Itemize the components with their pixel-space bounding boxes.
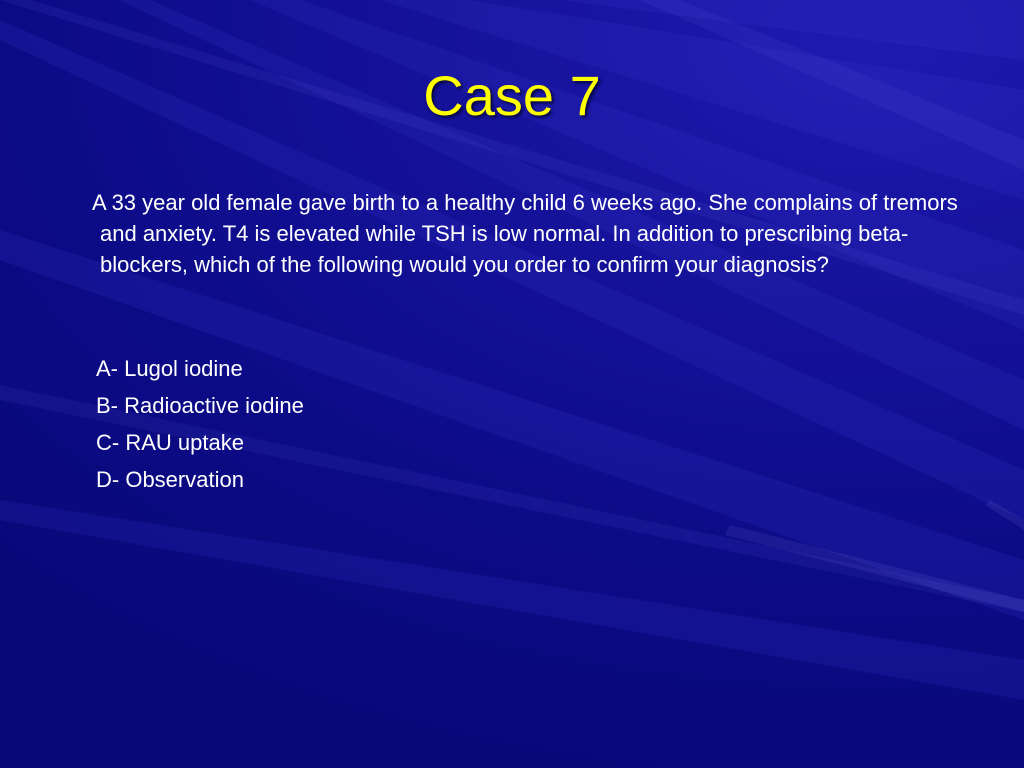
- question-text: A 33 year old female gave birth to a healthy child 6 weeks ago. She complains of tremors and anxiety. T4 is elevated while TSH is low normal. In addition to prescribing beta-blockers, which of the following would you order to confirm your diagnosis?: [92, 190, 958, 277]
- option-d: D- Observation: [96, 467, 244, 492]
- slide-title: Case 7: [423, 64, 601, 127]
- option-a: A- Lugol iodine: [96, 356, 243, 381]
- answer-options: [96, 350, 304, 498]
- option-b: B- Radioactive iodine: [96, 393, 304, 418]
- option-c: C- RAU uptake: [96, 430, 244, 455]
